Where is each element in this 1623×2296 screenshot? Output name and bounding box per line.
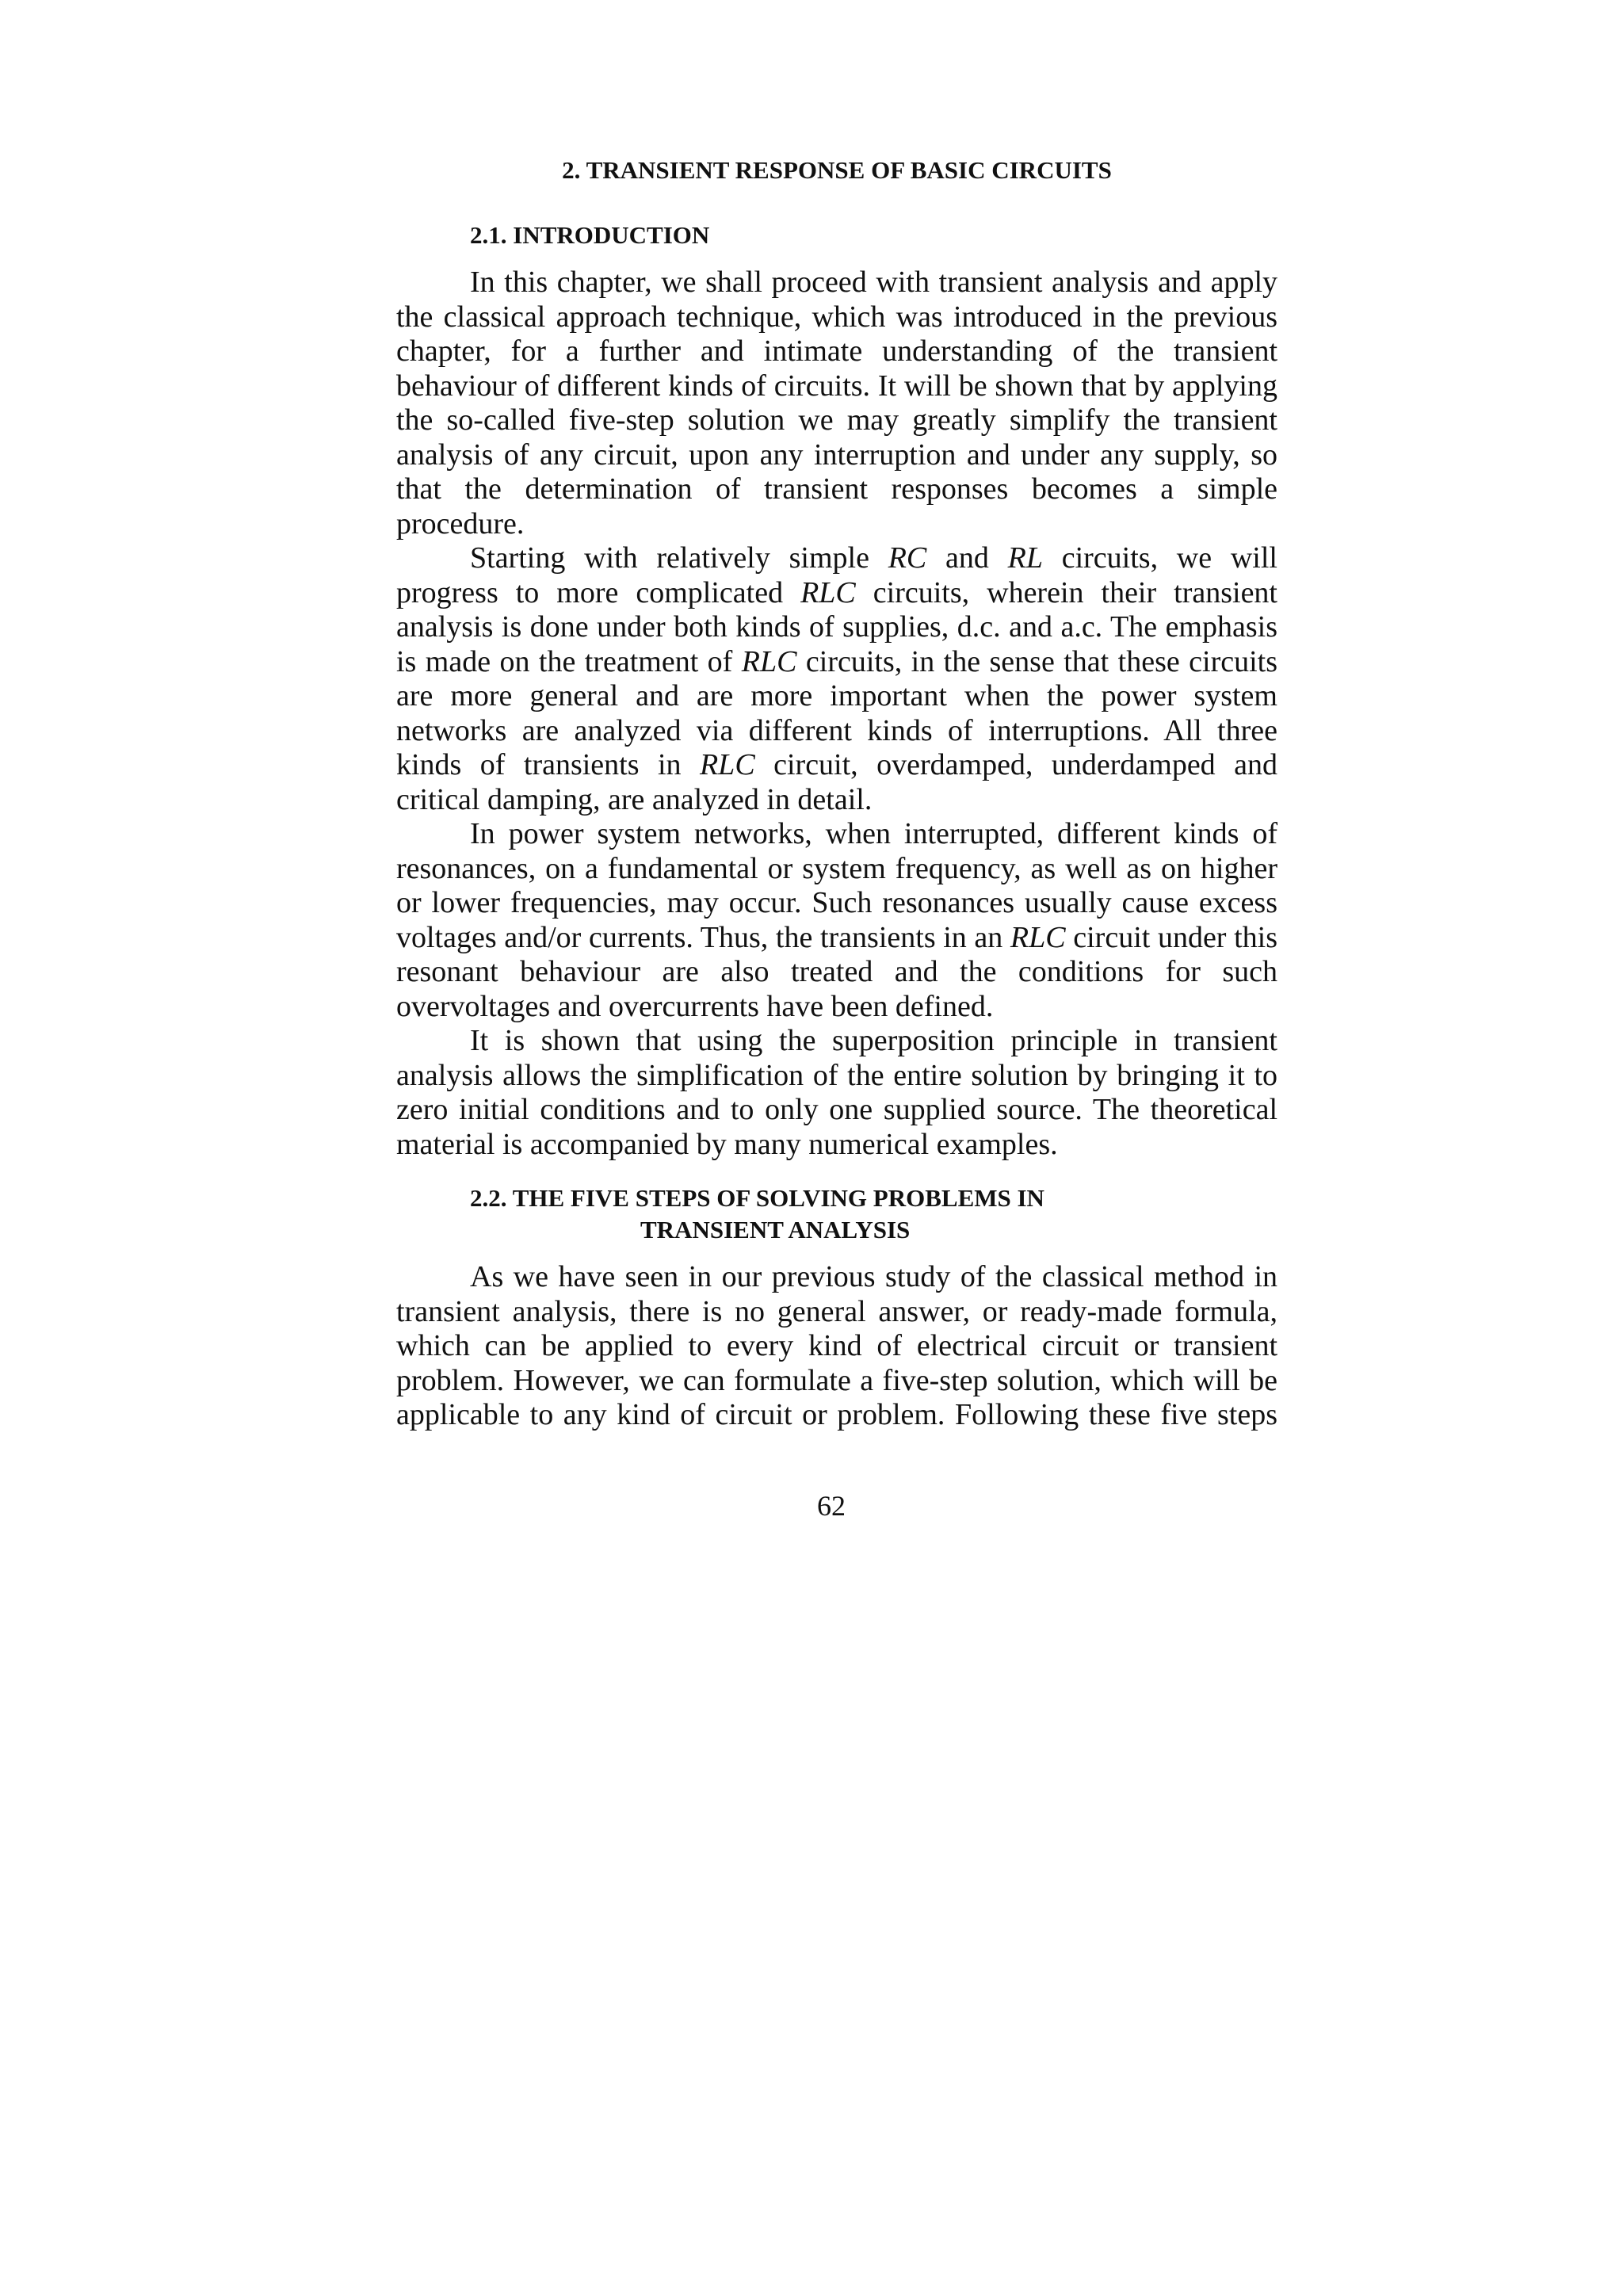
page-content: [396, 155, 1277, 1433]
paragraph-text: circuits, we will progress to more complicated: [396, 541, 1277, 609]
section-heading-introduction: 2.1. INTRODUCTION: [470, 221, 710, 249]
circuit-term: RL: [1007, 541, 1043, 575]
paragraph-text: circuit under this resonant behaviour are also treated and the conditions for such overvoltages and overcurrents have been defined.: [396, 920, 1277, 1023]
paragraph-text: In power system networks, when interrupted, different kinds of resonances, on a fundamental or system frequency, as well as on higher or lower frequencies, may occur. Such resonances usually cause excess voltages and/or currents. Thus, the transients in an: [396, 817, 1277, 954]
section-heading-five-steps: [470, 1182, 1277, 1246]
circuit-term: RLC: [800, 575, 856, 609]
circuit-term: RLC: [1010, 920, 1066, 954]
paragraph-text: It is shown that using the superposition principle in transient analysis allows the simplification of the entire solution by bringing it to zero initial conditions and to only one supplied source. The theoretical material is accompanied by many numerical examples.: [396, 1024, 1277, 1161]
section-heading-line-2: TRANSIENT ANALYSIS: [640, 1216, 911, 1244]
paragraph-text: Starting with relatively simple: [470, 541, 888, 575]
paragraph-text: circuits, wherein their transient analysis is done under both kinds of supplies, d.c. and a.c. The emphasis is made on the treatment of: [396, 575, 1277, 678]
paragraph-five-steps-1: [396, 1260, 1277, 1433]
circuit-term: RLC: [699, 748, 755, 781]
chapter-title: 2. TRANSIENT RESPONSE OF BASIC CIRCUITS: [562, 156, 1112, 184]
paragraph-intro-2: [396, 541, 1277, 817]
paragraph-text: circuit, overdamped, underdamped and critical damping, are analyzed in detail.: [396, 748, 1277, 816]
paragraph-text: In this chapter, we shall proceed with transient analysis and apply the classical approach technique, which was introduced in the previous chapter, for a further and intimate understanding of the transient behaviour of different kinds of circuits. It will be shown that by applying the so-called five-step solution we may greatly simplify the transient analysis of any circuit, upon any interruption and under any supply, so that the determination of transient responses becomes a simple procedure.: [396, 266, 1277, 541]
circuit-term: RC: [888, 541, 927, 575]
paragraph-intro-1: [396, 266, 1277, 541]
paragraph-intro-4: [396, 1024, 1277, 1162]
paragraph-text: As we have seen in our previous study of the classical method in transient analysis, there is no general answer, or ready-made formula, which can be applied to every kind of electrical circuit or transient problem. However, we can formulate a five-step solution, which will be applicable to any kind of circuit or problem. Following these five steps: [396, 1260, 1277, 1431]
section-heading-line-1: 2.2. THE FIVE STEPS OF SOLVING PROBLEMS IN: [470, 1184, 1044, 1212]
circuit-term: RLC: [741, 644, 797, 678]
page-number: 62: [817, 1490, 846, 1522]
paragraph-intro-3: [396, 817, 1277, 1024]
paragraph-text: circuits, in the sense that these circuits are more general and are more important when the power system networks are analyzed via different kinds of interruptions. All three kinds of transients in: [396, 644, 1278, 781]
paragraph-text: and: [926, 541, 1008, 575]
